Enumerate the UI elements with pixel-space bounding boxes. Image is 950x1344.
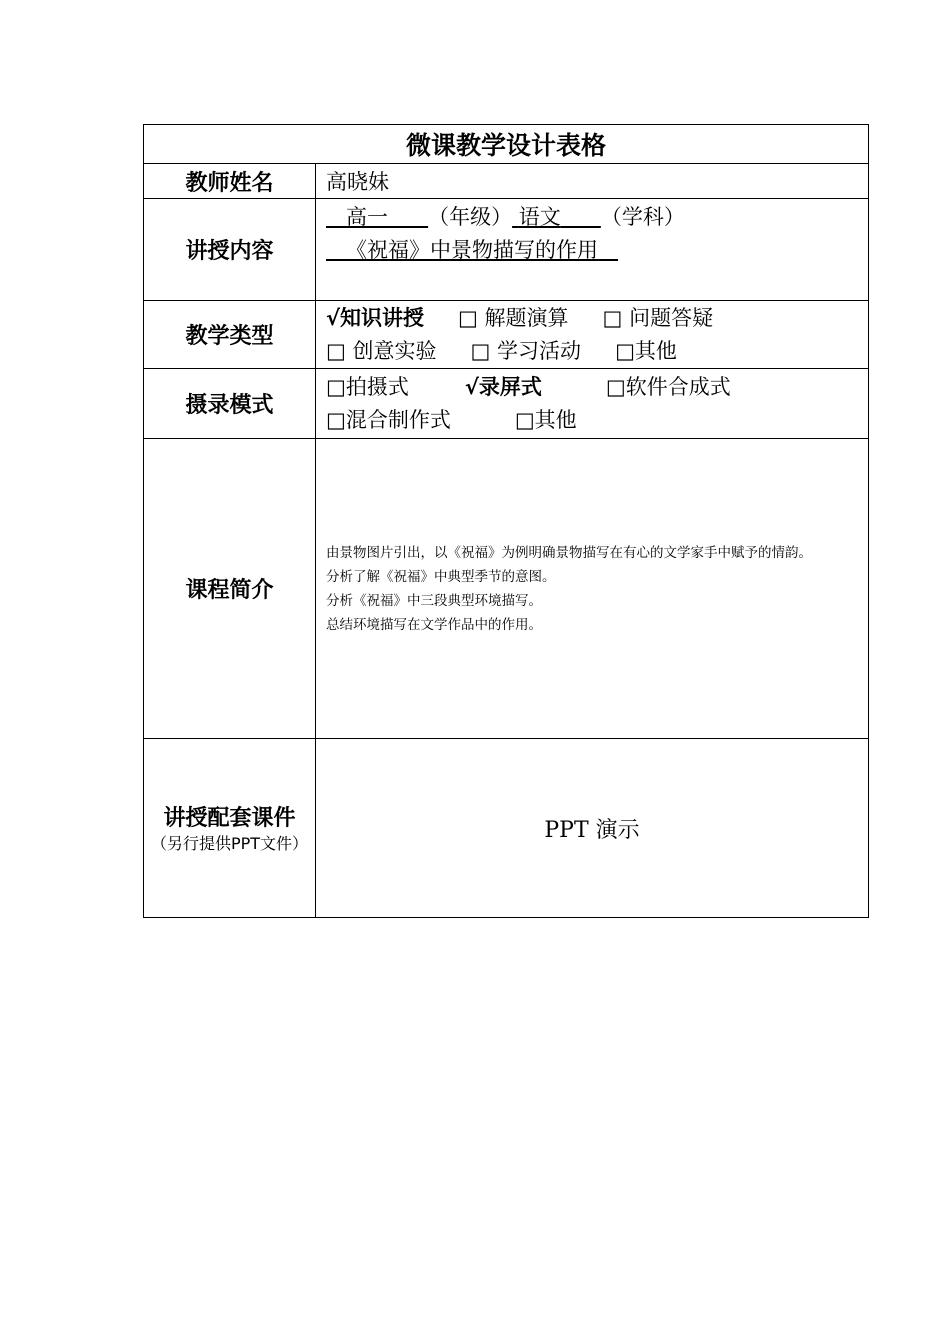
design-form: [143, 124, 868, 918]
intro-label: 课程简介: [144, 439, 316, 739]
option-mixed-production[interactable]: □混合制作式: [326, 407, 451, 432]
option-camera[interactable]: □拍摄式: [326, 374, 409, 399]
topic-value: 《祝福》中景物描写的作用: [346, 238, 599, 262]
courseware-label-cell: [144, 739, 316, 918]
form-title: 微课教学设计表格: [144, 125, 869, 164]
recording-mode-options: [316, 369, 869, 439]
intro-line: 分析了解《祝福》中典型季节的意图。: [326, 568, 556, 585]
option-knowledge-lecture[interactable]: √知识讲授: [326, 305, 425, 330]
content-label: 讲授内容: [144, 199, 316, 301]
teaching-type-label: 教学类型: [144, 301, 316, 369]
grade-unit: （年级）: [428, 205, 513, 229]
grade-subject-line: [326, 201, 868, 234]
subject-value: 语文: [518, 205, 561, 229]
option-problem-solving[interactable]: □ 解题演算: [458, 305, 569, 330]
intro-text: [316, 439, 869, 739]
design-table: [143, 124, 869, 918]
option-software-composite[interactable]: □软件合成式: [605, 374, 731, 399]
content-value: [316, 199, 869, 301]
intro-line: 由景物图片引出，以《祝福》为例明确景物描写在有心的文学家手中赋予的情韵。: [326, 544, 812, 561]
option-other-type[interactable]: □其他: [615, 338, 677, 363]
courseware-value: PPT 演示: [316, 739, 869, 918]
option-screen-record[interactable]: √录屏式: [464, 374, 542, 399]
subject-unit: （学科）: [600, 205, 685, 229]
option-learning-activity[interactable]: □ 学习活动: [470, 338, 582, 363]
teaching-type-options: [316, 301, 869, 369]
courseware-label: 讲授配套课件: [163, 805, 296, 831]
courseware-note: （另行提供PPT文件）: [150, 833, 309, 853]
topic-line: [326, 234, 868, 267]
intro-line: 分析《祝福》中三段典型环境描写。: [326, 592, 542, 609]
option-creative-experiment[interactable]: □ 创意实验: [326, 338, 437, 363]
intro-line: 总结环境描写在文学作品中的作用。: [326, 616, 542, 633]
teacher-label: 教师姓名: [144, 164, 316, 199]
grade-value: 高一: [346, 205, 389, 229]
option-other-mode[interactable]: □其他: [514, 407, 577, 432]
option-qa[interactable]: □ 问题答疑: [602, 305, 714, 330]
teacher-name: 高晓妹: [316, 164, 869, 199]
recording-mode-label: 摄录模式: [144, 369, 316, 439]
